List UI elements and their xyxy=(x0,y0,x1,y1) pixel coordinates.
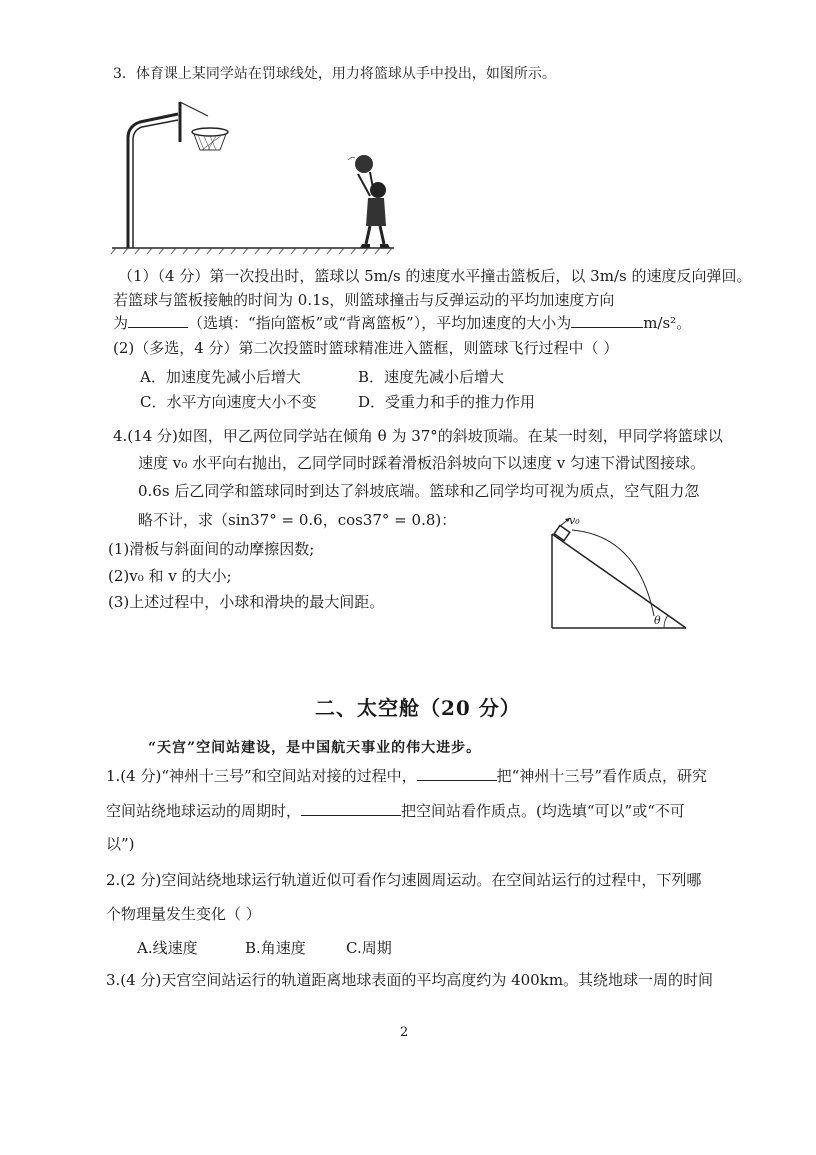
s2q1-text-b: 把“神州十三号”看作质点，研究 xyxy=(496,767,708,785)
q3-part1-line3 xyxy=(113,313,691,333)
q3-stem: 3．体育课上某同学站在罚球线处，用力将篮球从手中投出，如图所示。 xyxy=(113,66,556,82)
s2q1-line3: 以”) xyxy=(106,835,135,853)
section-title: 二、太空舱（20 分） xyxy=(315,696,521,720)
s2q2-option-c[interactable]: C.周期 xyxy=(346,939,392,957)
incline-v0-label: v₀ xyxy=(569,514,580,527)
q3-direction-blank[interactable] xyxy=(128,313,188,328)
basketball-figure xyxy=(108,98,398,258)
page-number: 2 xyxy=(400,1025,409,1040)
s2q2-line2: 个物理量发生变化（ ） xyxy=(106,905,261,923)
section-intro: “天宫”空间站建设，是中国航天事业的伟大进步。 xyxy=(148,740,482,756)
q4-sub2: (2)v₀ 和 v 的大小; xyxy=(108,567,232,585)
s2q1-line2 xyxy=(106,801,685,821)
q3-option-d[interactable]: D．受重力和手的推力作用 xyxy=(358,393,536,411)
s2q1-line1 xyxy=(106,766,707,786)
q3-part1-line2: 若篮球与篮板接触的时间为 0.1s，则篮球撞击与反弹运动的平均加速度方向 xyxy=(113,291,615,309)
q4-sub1: (1)滑板与斜面间的动摩擦因数; xyxy=(108,540,315,558)
q3-part1-text-a: 为 xyxy=(113,314,129,332)
q4-sub3: (3)上述过程中，小球和滑块的最大间距。 xyxy=(108,593,385,611)
q4-line2: 速度 v₀ 水平向右抛出，乙同学同时踩着滑板沿斜坡向下以速度 v 匀速下滑试图接球。 xyxy=(138,454,706,472)
q3-part1-line1: （1）（4 分）第一次投出时，篮球以 5m/s 的速度水平撞击篮板后，以 3m/s 的速度反向弹回。 xyxy=(118,267,752,285)
s2q2-option-a[interactable]: A.线速度 xyxy=(137,939,198,957)
q4-line1: 4.(14 分)如图，甲乙两位同学站在倾角 θ 为 37°的斜坡顶端。在某一时刻，甲同学将篮球以 xyxy=(113,427,723,445)
q3-part2: (2)（多选，4 分）第二次投篮时篮球精准进入篮框，则篮球飞行过程中（ ） xyxy=(113,339,619,357)
q4-line4: 略不计，求（sin37° = 0.6，cos37° = 0.8)： xyxy=(138,511,457,529)
incline-theta-label: θ xyxy=(654,614,661,627)
s2q2-line1: 2.(2 分)空间站绕地球运行轨道近似可看作匀速圆周运动。在空间站运行的过程中，下列哪 xyxy=(106,871,702,889)
q3-part1-text-c: m/s²。 xyxy=(643,314,692,332)
s2q1-blank2[interactable] xyxy=(301,801,401,816)
q3-acceleration-blank[interactable] xyxy=(571,313,643,328)
q3-option-b[interactable]: B．速度先减小后增大 xyxy=(358,368,505,386)
s2q1-text-c: 空间站绕地球运动的周期时， xyxy=(106,802,302,820)
s2q1-text-d: 把空间站看作质点。(均选填“可以”或“不可 xyxy=(401,802,685,820)
s2q2-option-b[interactable]: B.角速度 xyxy=(245,939,306,957)
s2q1-blank1[interactable] xyxy=(417,766,497,781)
q4-line3: 0.6s 后乙同学和篮球同时到达了斜坡底端。篮球和乙同学均可视为质点，空气阻力忽 xyxy=(138,482,700,500)
q3-option-a[interactable]: A．加速度先减小后增大 xyxy=(140,368,301,386)
q3-part1-text-b: （选填：“指向篮板”或“背离篮板”），平均加速度的大小为 xyxy=(188,314,572,332)
s2q3-line1: 3.(4 分)天宫空间站运行的轨道距离地球表面的平均高度约为 400km。其绕地球一周的时间 xyxy=(106,971,714,989)
q3-option-c[interactable]: C．水平方向速度大小不变 xyxy=(140,393,317,411)
s2q1-text-a: 1.(4 分)“神州十三号”和空间站对接的过程中， xyxy=(106,767,417,785)
